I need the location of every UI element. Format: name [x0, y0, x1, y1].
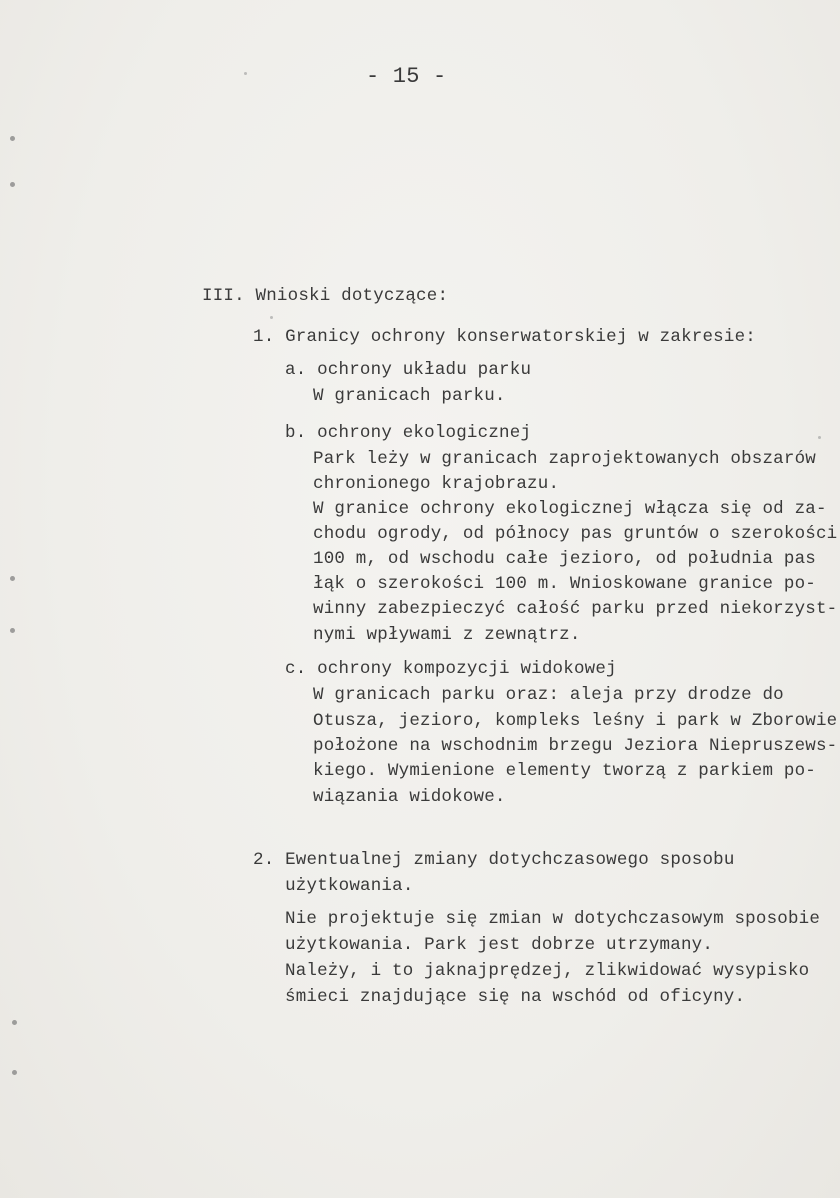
binding-hole: [10, 136, 15, 141]
item2-title: użytkowania.: [253, 876, 414, 896]
item1c-line: Otusza, jezioro, kompleks leśny i park w Zborowie: [313, 711, 838, 731]
binding-hole: [10, 628, 15, 633]
item1b-line: chronionego krajobrazu.: [313, 474, 560, 494]
item1c-line: wiązania widokowe.: [313, 787, 506, 807]
item1b-line: łąk o szerokości 100 m. Wnioskowane granice po-: [313, 574, 816, 594]
paper-speck: [270, 316, 273, 319]
item1b-line: winny zabezpieczyć całość parku przed niekorzyst-: [313, 599, 838, 619]
binding-hole: [10, 182, 15, 187]
binding-hole: [10, 576, 15, 581]
item2-line: Należy, i to jaknajprędzej, zlikwidować wysypisko: [285, 961, 810, 981]
item1-title: 1. Granicy ochrony konserwatorskiej w zakresie:: [253, 327, 756, 347]
item1a-title: a. ochrony układu parku: [285, 360, 532, 380]
item1b-title: b. ochrony ekologicznej: [285, 423, 532, 443]
item2-line: użytkowania. Park jest dobrze utrzymany.: [285, 935, 714, 955]
paper-speck: [818, 436, 821, 439]
item1b-line: W granice ochrony ekologicznej włącza się od za-: [313, 499, 827, 519]
binding-hole: [12, 1070, 17, 1075]
page-number: - 15 -: [366, 64, 447, 89]
item1b-line: nymi wpływami z zewnątrz.: [313, 625, 581, 645]
binding-hole: [12, 1020, 17, 1025]
item2-line: śmieci znajdujące się na wschód od oficyny.: [285, 987, 746, 1007]
item1b-line: Park leży w granicach zaprojektowanych obszarów: [313, 449, 816, 469]
item1c-line: W granicach parku oraz: aleja przy drodze do: [313, 685, 784, 705]
item1a-line: W granicach parku.: [313, 386, 506, 406]
item2-title: 2. Ewentualnej zmiany dotychczasowego sposobu: [253, 850, 735, 870]
item1c-line: kiego. Wymienione elementy tworzą z parkiem po-: [313, 761, 816, 781]
paper-speck: [244, 72, 247, 75]
item1c-title: c. ochrony kompozycji widokowej: [285, 659, 617, 679]
item1b-line: 100 m, od wschodu całe jezioro, od południa pas: [313, 549, 816, 569]
item1c-line: położone na wschodnim brzegu Jeziora Niepruszews-: [313, 736, 838, 756]
item1b-line: chodu ogrody, od północy pas gruntów o szerokości: [313, 524, 838, 544]
item2-line: Nie projektuje się zmian w dotychczasowym sposobie: [285, 909, 821, 929]
section-heading: III. Wnioski dotyczące:: [202, 286, 449, 306]
